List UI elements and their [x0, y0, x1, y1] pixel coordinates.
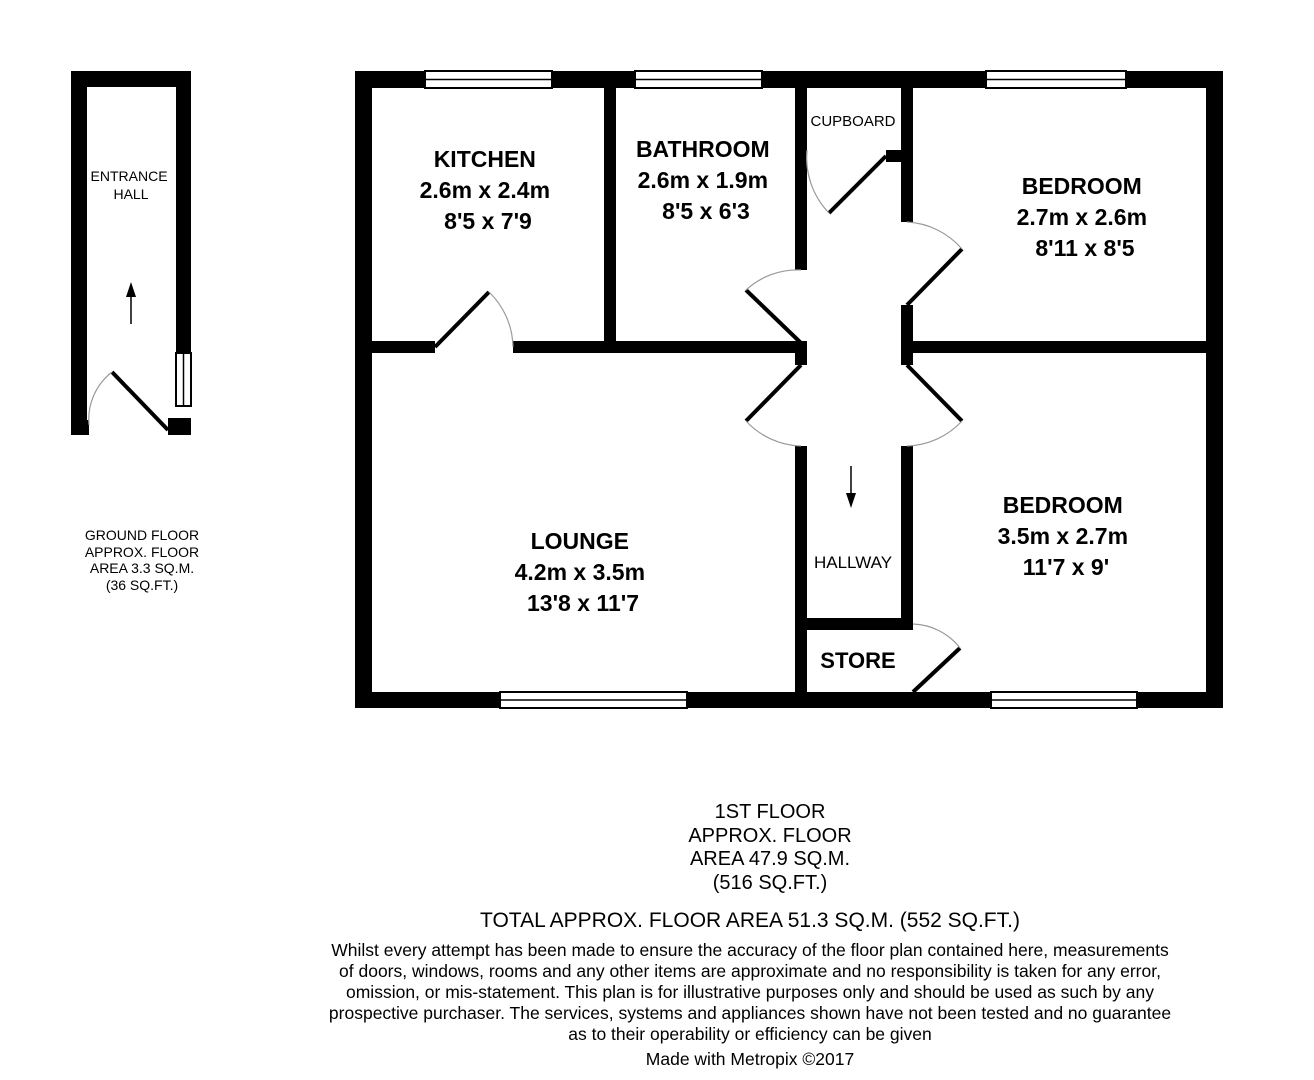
disclaimer-line: of doors, windows, rooms and any other items are approximate and no responsibility is taken for any error, [339, 961, 1161, 981]
entrance-door-icon [89, 372, 168, 430]
entrance-hall-window [176, 353, 191, 406]
cupboard-label: CUPBOARD [810, 113, 896, 130]
area-line: AREA 3.3 SQ.M. [89, 560, 195, 577]
kitchen-door [435, 292, 489, 347]
wall [355, 341, 435, 353]
total-floor-area [380, 909, 1120, 934]
store-door [913, 648, 960, 692]
disclaimer-line: Whilst every attempt has been made to ensure the accuracy of the floor plan contained here, measurements [331, 940, 1169, 960]
down-arrow-icon [846, 466, 856, 508]
wall [71, 420, 89, 435]
area-line: (36 SQ.FT.) [105, 576, 179, 593]
lounge-label: LOUNGE 4.2m x 3.5m 13'8 x 11'7 [514, 528, 646, 616]
wall [886, 150, 913, 162]
wall [901, 341, 1223, 353]
area-line: APPROX. FLOOR [84, 543, 200, 560]
bedroom-1-label: BEDROOM 2.7m x 2.6m 8'11 x 8'5 [1016, 173, 1148, 261]
wall [901, 446, 913, 630]
bedroom-2-door [907, 365, 962, 421]
store-label: STORE [820, 648, 896, 673]
wall [1206, 71, 1223, 708]
wall [901, 305, 913, 365]
disclaimer [270, 940, 1230, 1045]
total-area-text: TOTAL APPROX. FLOOR AREA 51.3 SQ.M. (552 SQ.FT.) [480, 909, 1020, 932]
area-line: APPROX. FLOOR [688, 824, 852, 847]
credit [540, 1049, 960, 1070]
wall [513, 341, 807, 353]
wall [795, 446, 807, 696]
area-line: GROUND FLOOR [84, 527, 200, 543]
bedroom-2-label: BEDROOM 3.5m x 2.7m 11'7 x 9' [997, 492, 1129, 580]
bathroom-label: BATHROOM 2.6m x 1.9m 8'5 x 6'3 [635, 136, 770, 224]
wall [176, 71, 191, 353]
ground-floor-area [62, 527, 222, 593]
wall [355, 71, 372, 708]
doors [435, 156, 962, 692]
area-line: AREA 47.9 SQ.M. [689, 848, 851, 871]
disclaimer-line: as to their operability or efficiency can be given [568, 1024, 932, 1044]
wall [168, 418, 191, 435]
wall [71, 71, 191, 87]
wall [71, 71, 87, 435]
cupboard-door [829, 156, 886, 213]
entrance-hall-walls [71, 71, 191, 435]
kitchen-label: KITCHEN 2.6m x 2.4m 8'5 x 7'9 [419, 146, 551, 234]
credit-text: Made with Metropix ©2017 [645, 1049, 855, 1069]
bedroom-1-door [907, 249, 962, 305]
up-arrow-icon [126, 282, 136, 324]
disclaimer-line: omission, or mis-statement. This plan is for illustrative purposes only and should be used as such by any [346, 982, 1154, 1002]
area-line: (516 SQ.FT.) [712, 871, 828, 894]
wall [795, 618, 913, 630]
disclaimer-line: prospective purchaser. The services, systems and appliances shown have not been tested and no guarantee [328, 1003, 1172, 1023]
wall [604, 85, 616, 351]
bathroom-door [746, 290, 801, 343]
lounge-door [746, 365, 801, 421]
first-floor-area [640, 801, 900, 895]
hallway-label: HALLWAY [813, 553, 893, 572]
wall [795, 85, 807, 270]
area-line: 1ST FLOOR [714, 801, 826, 823]
entrance-hall-label: ENTRANCE HALL [90, 168, 168, 202]
